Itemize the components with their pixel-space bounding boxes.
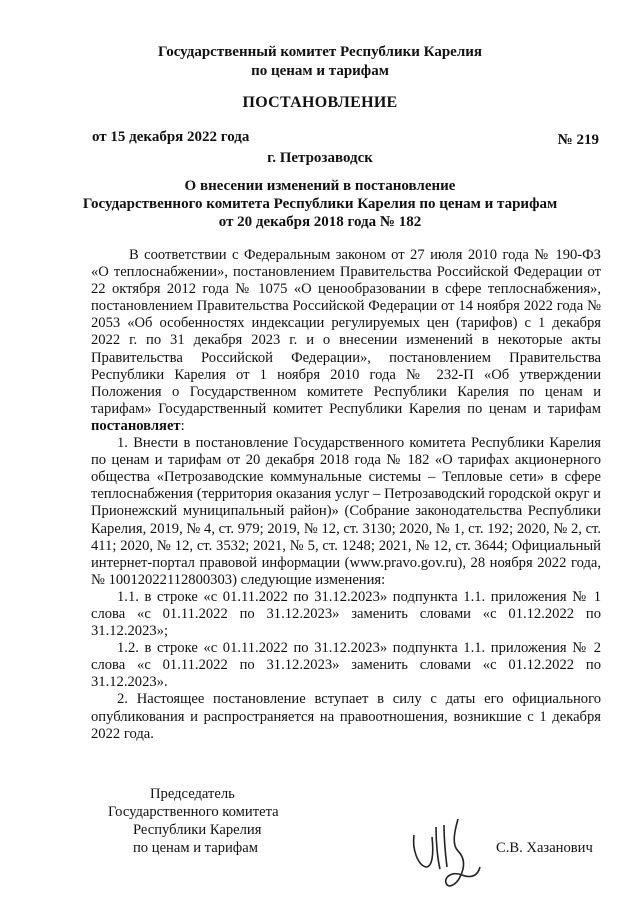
document-type: ПОСТАНОВЛЕНИЕ (242, 94, 398, 111)
org-name-line2: по ценам и тарифам (251, 63, 389, 79)
signer-title-line1: Председатель (150, 786, 235, 802)
title-line3: от 20 декабря 2018 года № 182 (218, 214, 422, 230)
item-1-1: 1.1. в строке «с 01.11.2022 по 31.12.2023» подпункта 1.1. приложения № 1 слова «с 01.11.2022 по 31.12.2023» заменить словами «с 01.12.2022 по 31.12.2023»; (91, 588, 601, 640)
document-city: г. Петрозаводск (267, 150, 373, 166)
item-1-2: 1.2. в строке «с 01.11.2022 по 31.12.2023» подпункта 1.1. приложения № 2 слова «с 01.11.2022 по 31.12.2023» заменить словами «с 01.12.2022 по 31.12.2023». (91, 640, 601, 691)
item-1: 1. Внести в постановление Государственного комитета Республики Карелия по ценам и тарифам от 20 декабря 2018 года № 182 «О тарифах акционерного общества «Петрозаводские коммунальные системы – Тепловые сети» в сфере теплоснабжения (территория оказания услуг – Петрозаводский городской округ и Прионежский муниципальный район)» (Собрание законодательства Республики Карелия, 2019, № 4, ст. 979; 2019, № 12, ст. 3130; 2020, № 1, ст. 192; 2020, № 2, ст. 411; 2020, № 12, ст. 3532; 2021, № 5, ст. 1248; 2021, № 12, ст. 3644; Официальный интернет-портал правовой информации (www.pravo.gov.ru), 28 ноября 2022 года, № 10012022112800303) следующие изменения: (91, 435, 601, 588)
document-number: № 219 (557, 132, 599, 148)
preamble-text: В соответствии с Федеральным законом от 27 июля 2010 года № 190-ФЗ «О теплоснабжении», постановлением Правительства Российской Федерации от 22 октября 2012 года № 1075 «О ценообразовании в сфере теплоснабжения», постановлением Правительства Российской Федерации от 14 ноября 2022 года № 2053 «Об особенностях индексации регулируемых цен (тарифов) с 1 декабря 2022 г. по 31 декабря 2023 г. и о внесении изменений в некоторые акты Правительства Российской Федерации», постановлением Правительства Республики Карелия от 1 ноября 2010 года № 232-П «Об утверждении Положения о Государственном комитете Республики Карелия по ценам и тарифам» Государственный комитет Республики Карелия по ценам и тарифам (91, 247, 601, 417)
title-line2: Государственного комитета Республики Карелия по ценам и тарифам (82, 196, 558, 212)
preamble-colon: : (180, 417, 185, 434)
document-date: от 15 декабря 2022 года (92, 129, 250, 145)
preamble-keyword: постановляет (91, 417, 181, 434)
title-line1: О внесении изменений в постановление (184, 178, 456, 194)
signer-name: С.В. Хазанович (496, 840, 593, 856)
item-2: 2. Настоящее постановление вступает в силу с даты его официального опубликования и распространяется на правоотношения, возникшие с 1 декабря 2022 года. (91, 691, 601, 742)
signer-title-line2: Государственного комитета (108, 804, 279, 820)
signer-title-line3: Республики Карелия (133, 822, 262, 838)
org-name-line1: Государственный комитет Республики Карелия (158, 44, 482, 60)
preamble-paragraph (91, 247, 601, 435)
signer-title-line4: по ценам и тарифам (133, 840, 258, 856)
document-body (91, 247, 601, 743)
handwritten-signature (400, 805, 490, 895)
